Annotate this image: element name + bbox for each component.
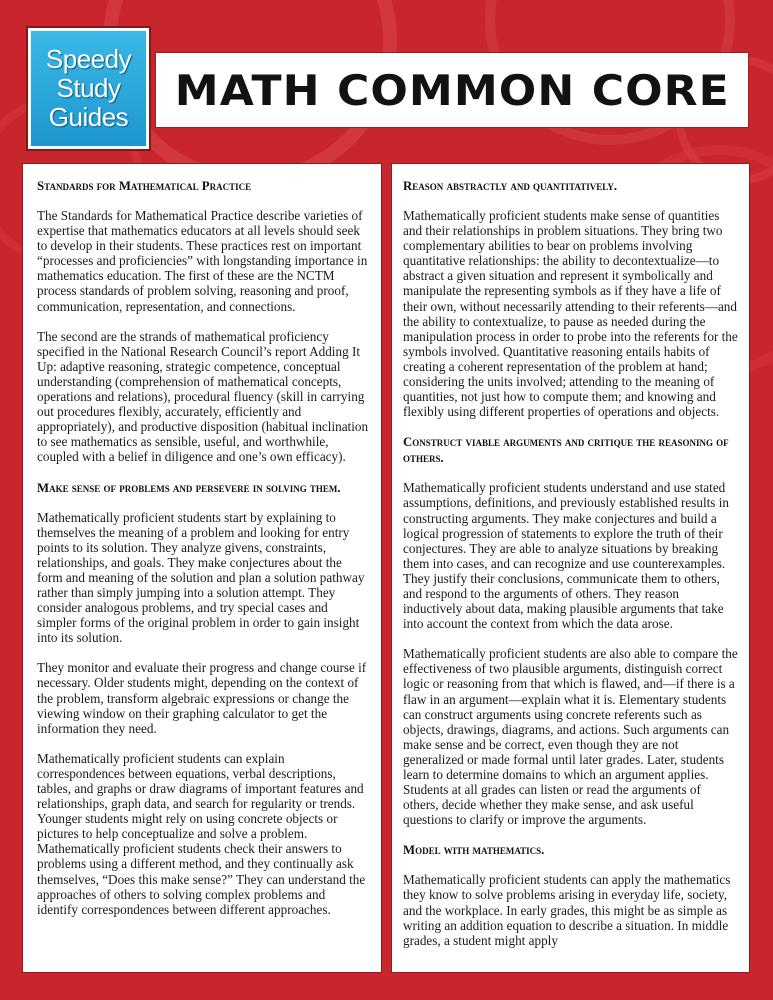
paragraph: They monitor and evaluate their progress and change course if necessary. Older students might, depending on the context of the problem, transform algebraic expressions or change the viewing window on their graphing calculator to get the information they need. [37, 660, 367, 736]
section-heading-model: Model with mathematics. [403, 843, 545, 858]
logo-line-1: Speedy [45, 44, 132, 74]
paragraph: Mathematically proficient students start by explaining to themselves the meaning of a problem and looking for entry points to its solution. They analyze givens, constraints, relationships, and goals. They make conjectures about the form and meaning of the solution and plan a solution pathway rather than simply jumping into a solution attempt. They consider analogous problems, and try special cases and simpler forms of the original problem in order to gain insight into its solution. [37, 509, 365, 646]
paragraph: Mathematically proficient students understand and use stated assumptions, definitions, and previously established results in constructing arguments. They make conjectures and build a logical progression of statements to explore the truth of their conjectures. They are able to analyze situations by breaking them into cases, and can recognize and use counterexamples. They justify their conclusions, communicate them to others, and respond to the arguments of others. They reason inductively about data, making plausible arguments that take into account the context from which the data arose. [403, 480, 729, 632]
left-column [22, 163, 382, 973]
section-heading-reason: Reason abstractly and quantitatively. [403, 179, 618, 193]
section-heading-construct-arguments: Construct viable arguments and critique the reasoning of others. [403, 435, 729, 466]
paragraph: The Standards for Mathematical Practice describe varieties of expertise that mathematics educators at all levels should seek to develop in their students. These practices rest on important “processes and proficiencies” with longstanding importance in mathematics education. The first of these are the NCTM process standards of problem solving, reasoning and proof, communication, representation, and connections. [37, 208, 368, 314]
paragraph: Mathematically proficient students are also able to compare the effectiveness of two plausible arguments, distinguish correct logic or reasoning from that which is flawed, and—if there is a flaw in an argument—explain what it is. Elementary students can construct arguments using concrete referents such as objects, drawings, diagrams, and actions. Such arguments can make sense and be correct, even though they are not generalized or made formal until later grades. Later, students learn to determine domains to which an argument applies. Students at all grades can listen or read the arguments of others, decide whether they make sense, and ask useful questions to clarify or improve the arguments. [403, 646, 738, 828]
paragraph: The second are the strands of mathematical proficiency specified in the National Research Council’s report Adding It Up: adaptive reasoning, strategic competence, conceptual understanding (comprehension of mathematical concepts, operations and relations), procedural fluency (skill in carrying out procedures flexibly, accurately, efficiently and appropriately), and productive disposition (habitual inclination to see mathematics as sensible, useful, and worthwhile, coupled with a belief in diligence and one’s own efficacy). [37, 328, 369, 465]
section-heading-standards: Standards for Mathematical Practice [37, 179, 252, 193]
paragraph: Mathematically proficient students make sense of quantities and their relationships in problem situations. They bring two complementary abilities to bear on problems involving quantitative relationships: the ability to decontextualize—to abstract a given situation and represent it symbolically and manipulate the representing symbols as if they have a life of their own, without necessarily attending to their referents—and the ability to contextualize, to pause as needed during the manipulation process in order to probe into the referents for the symbols involved. Quantitative reasoning entails habits of creating a coherent representation of the problem at hand; considering the units involved; attending to the meaning of quantities, not just how to compute them; and knowing and flexibly using different properties of operations and objects. [403, 208, 738, 420]
title-banner [155, 52, 749, 128]
right-column [391, 163, 750, 973]
paragraph: Mathematically proficient students can explain correspondences between equations, verbal descriptions, tables, and graphs or draw diagrams of important features and relationships, graph data, and search for regularity or trends. Younger students might rely on using concrete objects or pictures to help conceptualize and solve a problem. Mathematically proficient students check their answers to problems using a different method, and they continually ask themselves, “Does this make sense?” They can understand the approaches of others to solving complex problems and identify correspondences between different approaches. [37, 750, 366, 917]
logo-line-3: Guides [48, 102, 129, 132]
section-heading-make-sense: Make sense of problems and persevere in solving them. [37, 480, 341, 495]
paragraph: Mathematically proficient students can apply the mathematics they know to solve problems arising in everyday life, society, and the workplace. In early grades, this might be as simple as writing an addition equation to describe a situation. In middle grades, a student might apply [403, 872, 731, 948]
speedy-study-guides-logo [28, 28, 149, 149]
logo-line-2: Study [56, 73, 121, 103]
page-title: MATH COMMON CORE [174, 65, 730, 115]
